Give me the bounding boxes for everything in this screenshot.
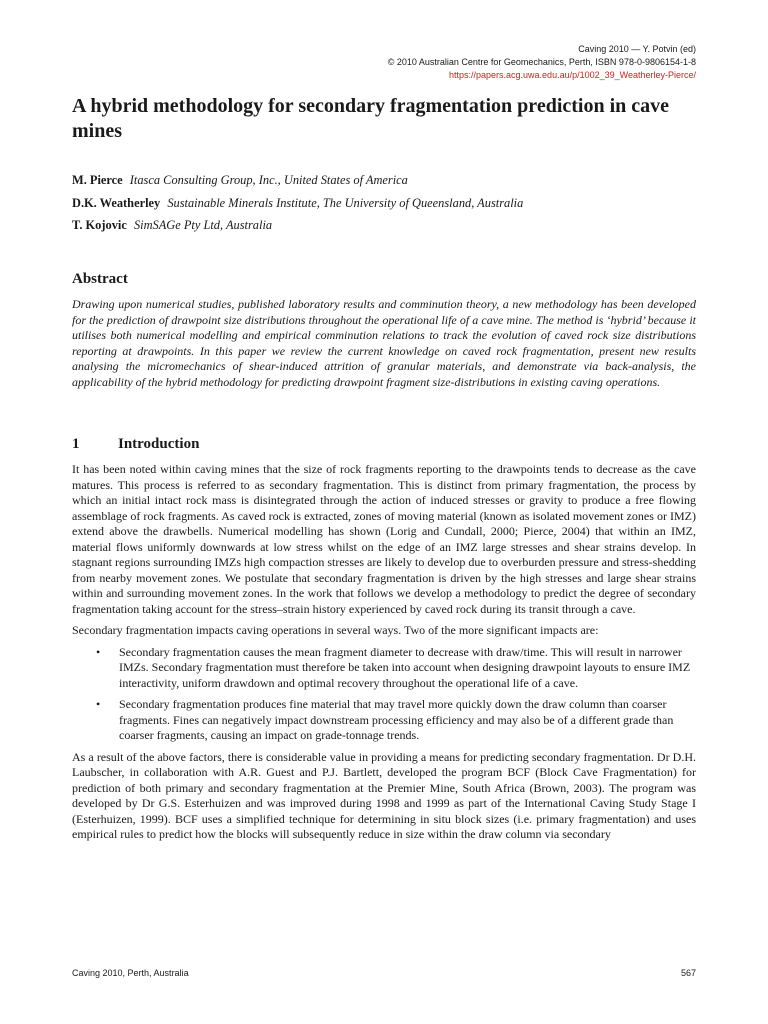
impact-bullet-list xyxy=(72,645,696,744)
paper-title: A hybrid methodology for secondary fragmentation prediction in cave mines xyxy=(72,95,670,142)
introduction-body xyxy=(72,462,696,849)
page-footer xyxy=(72,968,696,978)
header-copyright: © 2010 Australian Centre for Geomechanics, Perth, ISBN 978-0-9806154-1-8 xyxy=(387,57,696,67)
bullet-icon: • xyxy=(96,697,101,711)
list-item xyxy=(72,697,696,744)
author-entry xyxy=(72,218,702,241)
list-item-text: Secondary fragmentation causes the mean fragment diameter to decrease with draw/time. This will result in narrower IMZs. Secondary fragmentation must therefore be taken into account when designing drawpoint layouts to ensure IMZ interactivity, uniform drawdown and optimal recovery throughout the operational life of a cave. xyxy=(119,644,691,690)
author-affiliation: Sustainable Minerals Institute, The University of Queensland, Australia xyxy=(167,195,524,210)
header-proceedings: Caving 2010 — Y. Potvin (ed) xyxy=(578,44,696,54)
author-name: M. Pierce xyxy=(72,173,123,187)
author-entry xyxy=(72,173,702,196)
list-item xyxy=(72,645,696,692)
author-list xyxy=(72,173,702,241)
author-entry xyxy=(72,196,702,219)
list-item-text: Secondary fragmentation produces fine material that may travel more quickly down the draw column than coarser fragments. Fines can negatively impact downstream processing efficiency and may also be of a different grade than coarser fragments, causing an impact on grade-tonnage trends. xyxy=(119,697,674,742)
author-affiliation: SimSAGe Pty Ltd, Australia xyxy=(133,218,273,232)
footer-conference: Caving 2010, Perth, Australia xyxy=(72,968,189,978)
bullet-icon: • xyxy=(96,644,101,659)
page-number: 567 xyxy=(680,968,696,978)
author-name: T. Kojovic xyxy=(72,218,127,232)
author-name: D.K. Weatherley xyxy=(72,195,161,210)
section-heading-introduction xyxy=(72,436,672,453)
paragraph: Secondary fragmentation impacts caving operations in several ways. Two of the more significant impacts are: xyxy=(72,623,599,637)
running-header xyxy=(236,43,696,82)
paragraph: It has been noted within caving mines that the size of rock fragments reporting to the drawpoints tends to decrease as the cave matures. This process is referred to as secondary fragmentation. This is distinct from primary fragmentation, the process by which an initial intact rock mass is disintegrated through the action of induced stresses or gravity to produce a free flowing assemblage of rock fragments. As caved rock is extracted, zones of moving material (known as isolated movement zones or IMZ) extend above the drawbells. Numerical modelling has shown (Lorig and Cundall, 2000; Pierce, 2004) that within an IMZ, material flows uniformly downwards at low stress whilst on the edge of an IMZ large stresses and shear strains develop. In stagnant regions surrounding IMZs high compaction stresses are likely to develop due to overburden pressure and stress-shedding from nearby movement zones. We postulate that secondary fragmentation is driven by the high stresses and large shear strains within and surrounding movement zones. In the work that follows we develop a methodology to predict the degree of secondary fragmentation taking account for the stress–strain history experienced by caved rock during its transit through a cave. xyxy=(72,462,696,616)
section-number: 1 xyxy=(72,436,80,452)
abstract-text: Drawing upon numerical studies, published laboratory results and comminution theory, a new methodology has been developed for the prediction of drawpoint size distributions throughout the operational life of a cave mine. The method is ‘hybrid’ because it utilises both numerical modelling and empirical comminution relations to track the evolution of caved rock size distributions reporting at drawpoints. In this paper we review the current knowledge on caved rock fragmentation, present new results analysing the micromechanics of shear-induced attrition of granular materials, and demonstrate via back-analysis, the applicability of the hybrid methodology for predicting drawpoint fragment size-distributions in existing caving operations. xyxy=(72,297,696,389)
author-affiliation: Itasca Consulting Group, Inc., United States of America xyxy=(129,173,408,187)
paragraph: As a result of the above factors, there is considerable value in providing a means for predicting secondary fragmentation. Dr D.H. Laubscher, in collaboration with A.R. Guest and P.J. Bartlett, developed the program BCF (Block Cave Fragmentation) for prediction of both primary and secondary fragmentation at the Premier Mine, South Africa (Brown, 2003). The program was developed by Dr G.S. Esterhuizen and was improved during 1998 and 1999 as part of the International Caving Study Stage I (Esterhuizen, 1999). BCF uses a simplified technique for determining in situ block sizes (i.e. primary fragmentation) and uses empirical rules to predict how the blocks will subsequently reduce in size within the draw column via secondary xyxy=(72,749,696,841)
header-doi-link[interactable]: https://papers.acg.uwa.edu.au/p/1002_39_Weatherley-Pierce/ xyxy=(449,70,696,80)
section-title: Introduction xyxy=(118,436,200,452)
abstract-heading: Abstract xyxy=(72,271,128,287)
